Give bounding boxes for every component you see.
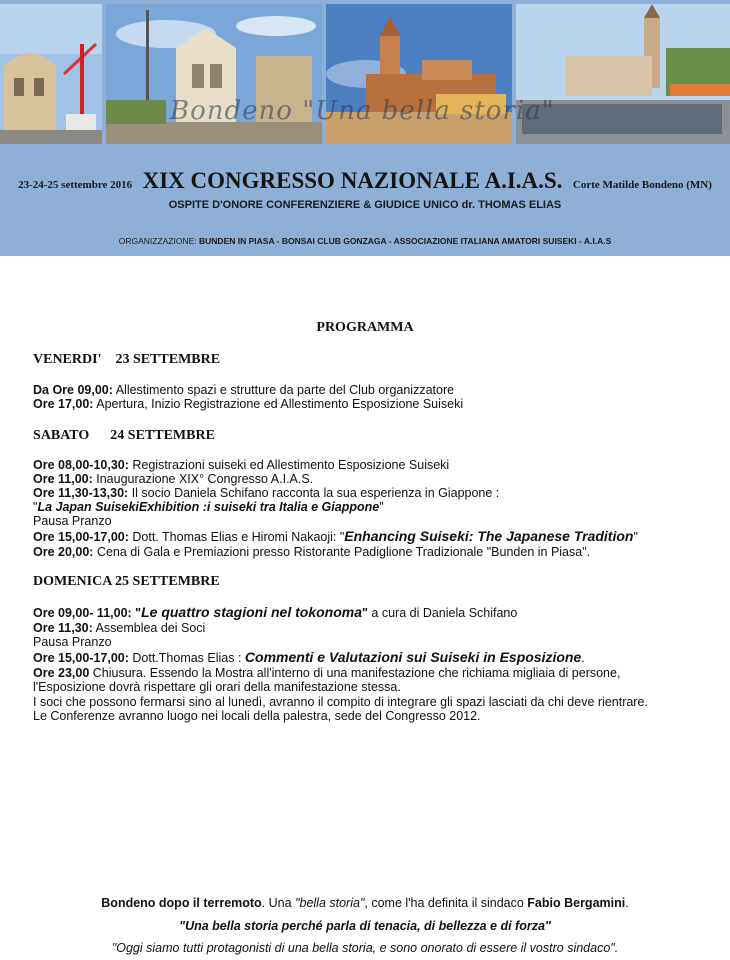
schedule-row	[33, 605, 517, 621]
schedule-row	[33, 486, 499, 501]
guest-of-honor: OSPITE D'ONORE CONFERENZIERE & GIUDICE UNICO dr. THOMAS ELIAS	[168, 199, 562, 211]
schedule-row	[33, 695, 648, 710]
congress-title: XIX CONGRESSO NAZIONALE A.I.A.S.	[142, 168, 563, 193]
schedule-time: Ore 08,00-10,30:	[33, 458, 129, 472]
punctuation: .	[581, 651, 585, 665]
schedule-row	[33, 472, 313, 487]
schedule-text: Il socio Daniela Schifano racconta la sua esperienza in Giappone :	[128, 486, 500, 500]
schedule-time: Ore 11,30:	[33, 621, 93, 635]
footer-quote: "Oggi siamo tutti protagonisti di una bella storia, e sono onorato di essere il vostro sindaco".	[111, 941, 619, 955]
schedule-time: Ore 15,00-17,00:	[33, 651, 129, 665]
quote-mark: "	[362, 606, 368, 620]
schedule-time: Ore 09,00- 11,00:	[33, 606, 132, 620]
program-title: PROGRAMMA	[316, 320, 414, 335]
talk-title: Commenti e Valutazioni sui Suiseki in Esposizione	[244, 649, 582, 665]
schedule-text: Allestimento spazi e strutture da parte del Club organizzatore	[112, 383, 455, 397]
schedule-text: l'Esposizione dovrà rispettare gli orari della manifestazione stessa.	[33, 680, 401, 694]
schedule-row	[33, 397, 463, 412]
schedule-text: I soci che possono fermarsi sino al lunedì, avranno il compito di integrare gli spazi lasciati da chi deve rientrare.	[33, 695, 648, 709]
banner-script-title: Bondeno "Una bella storia"	[170, 96, 555, 126]
schedule-text: a cura di Daniela Schifano	[367, 606, 518, 620]
footer-quote: "Una bella storia perché parla di tenacia, di bellezza e di forza"	[179, 919, 551, 933]
talk-title: La Japan SuisekiExhibition :i suiseki tra Italia e Giappone	[37, 500, 380, 514]
schedule-text: Assemblea dei Soci	[92, 621, 206, 635]
schedule-row	[33, 650, 585, 666]
footer-text: . Una	[261, 896, 296, 910]
day-heading-friday: VENERDI' 23 SETTEMBRE	[33, 352, 221, 367]
schedule-row	[33, 621, 205, 636]
organization-names: BUNDEN IN PIASA - BONSAI CLUB GONZAGA - ASSOCIAZIONE ITALIANA AMATORI SUISEKI - A.I.A.S	[199, 236, 612, 246]
schedule-row	[33, 545, 590, 560]
mayor-name: Fabio Bergamini	[527, 896, 626, 910]
schedule-text: Pausa Pranzo	[33, 514, 112, 528]
schedule-time: Ore 15,00-17,00:	[33, 530, 129, 544]
schedule-time: Ore 23,00	[33, 666, 90, 680]
schedule-text: Le Conferenze avranno luogo nei locali della palestra, sede del Congresso 2012.	[33, 709, 481, 723]
footer-text: , come l'ha definita il sindaco	[364, 896, 528, 910]
schedule-text: Cena di Gala e Premiazioni presso Ristorante Padiglione Tradizionale "Bunden in Piasa".	[93, 545, 591, 559]
schedule-text: Apertura, Inizio Registrazione ed Allestimento Esposizione Suiseki	[93, 397, 464, 411]
footer-line-3	[0, 941, 730, 955]
talk-title: Enhancing Suiseki: The Japanese Tradition	[344, 528, 634, 544]
footer-line-1	[0, 896, 730, 910]
schedule-row	[33, 529, 638, 545]
footer-quote: "bella storia"	[295, 896, 365, 910]
quote-mark: "	[379, 500, 384, 514]
schedule-time: Ore 20,00:	[33, 545, 94, 559]
quote-mark: "	[131, 606, 142, 620]
footer-text: .	[625, 896, 629, 910]
schedule-text: Inaugurazione XIX° Congresso A.I.A.S.	[92, 472, 314, 486]
schedule-row	[33, 383, 454, 398]
talk-title: Le quattro stagioni nel tokonoma	[141, 604, 362, 620]
photo-church-crane	[0, 4, 102, 144]
schedule-row	[33, 635, 112, 650]
schedule-text: Registrazioni suiseki ed Allestimento Esposizione Suiseki	[128, 458, 450, 472]
footer-line-2	[0, 919, 730, 933]
schedule-row	[33, 514, 112, 529]
quote-mark: "	[33, 500, 38, 514]
schedule-row	[33, 709, 481, 724]
schedule-text: Chiusura. Essendo la Mostra all'interno di una manifestazione che richiama migliaia di persone,	[89, 666, 621, 680]
footer-headline: Bondeno dopo il terremoto	[101, 896, 262, 910]
organization-line	[0, 236, 730, 246]
schedule-text: Dott.Thomas Elias :	[128, 651, 245, 665]
schedule-time: Ore 11,30-13,30:	[33, 486, 129, 500]
schedule-row	[33, 458, 449, 473]
schedule-row	[33, 680, 401, 695]
organization-label: ORGANIZZAZIONE:	[118, 236, 197, 246]
day-heading-sunday: DOMENICA 25 SETTEMBRE	[33, 574, 220, 589]
schedule-time: Da Ore 09,00:	[33, 383, 113, 397]
schedule-row	[33, 666, 620, 681]
schedule-time: Ore 11,00:	[33, 472, 93, 486]
schedule-row	[33, 500, 384, 515]
schedule-text: Dott. Thomas Elias e Hiromi Nakaoji: "	[128, 530, 345, 544]
header-banner	[0, 0, 730, 256]
day-heading-saturday: SABATO 24 SETTEMBRE	[33, 428, 215, 443]
congress-dates: 23-24-25 settembre 2016	[18, 179, 133, 191]
congress-venue: Corte Matilde Bondeno (MN)	[572, 179, 712, 191]
schedule-text: Pausa Pranzo	[33, 635, 112, 649]
schedule-time: Ore 17,00:	[33, 397, 94, 411]
quote-mark: "	[633, 530, 638, 544]
congress-heading	[0, 168, 730, 194]
